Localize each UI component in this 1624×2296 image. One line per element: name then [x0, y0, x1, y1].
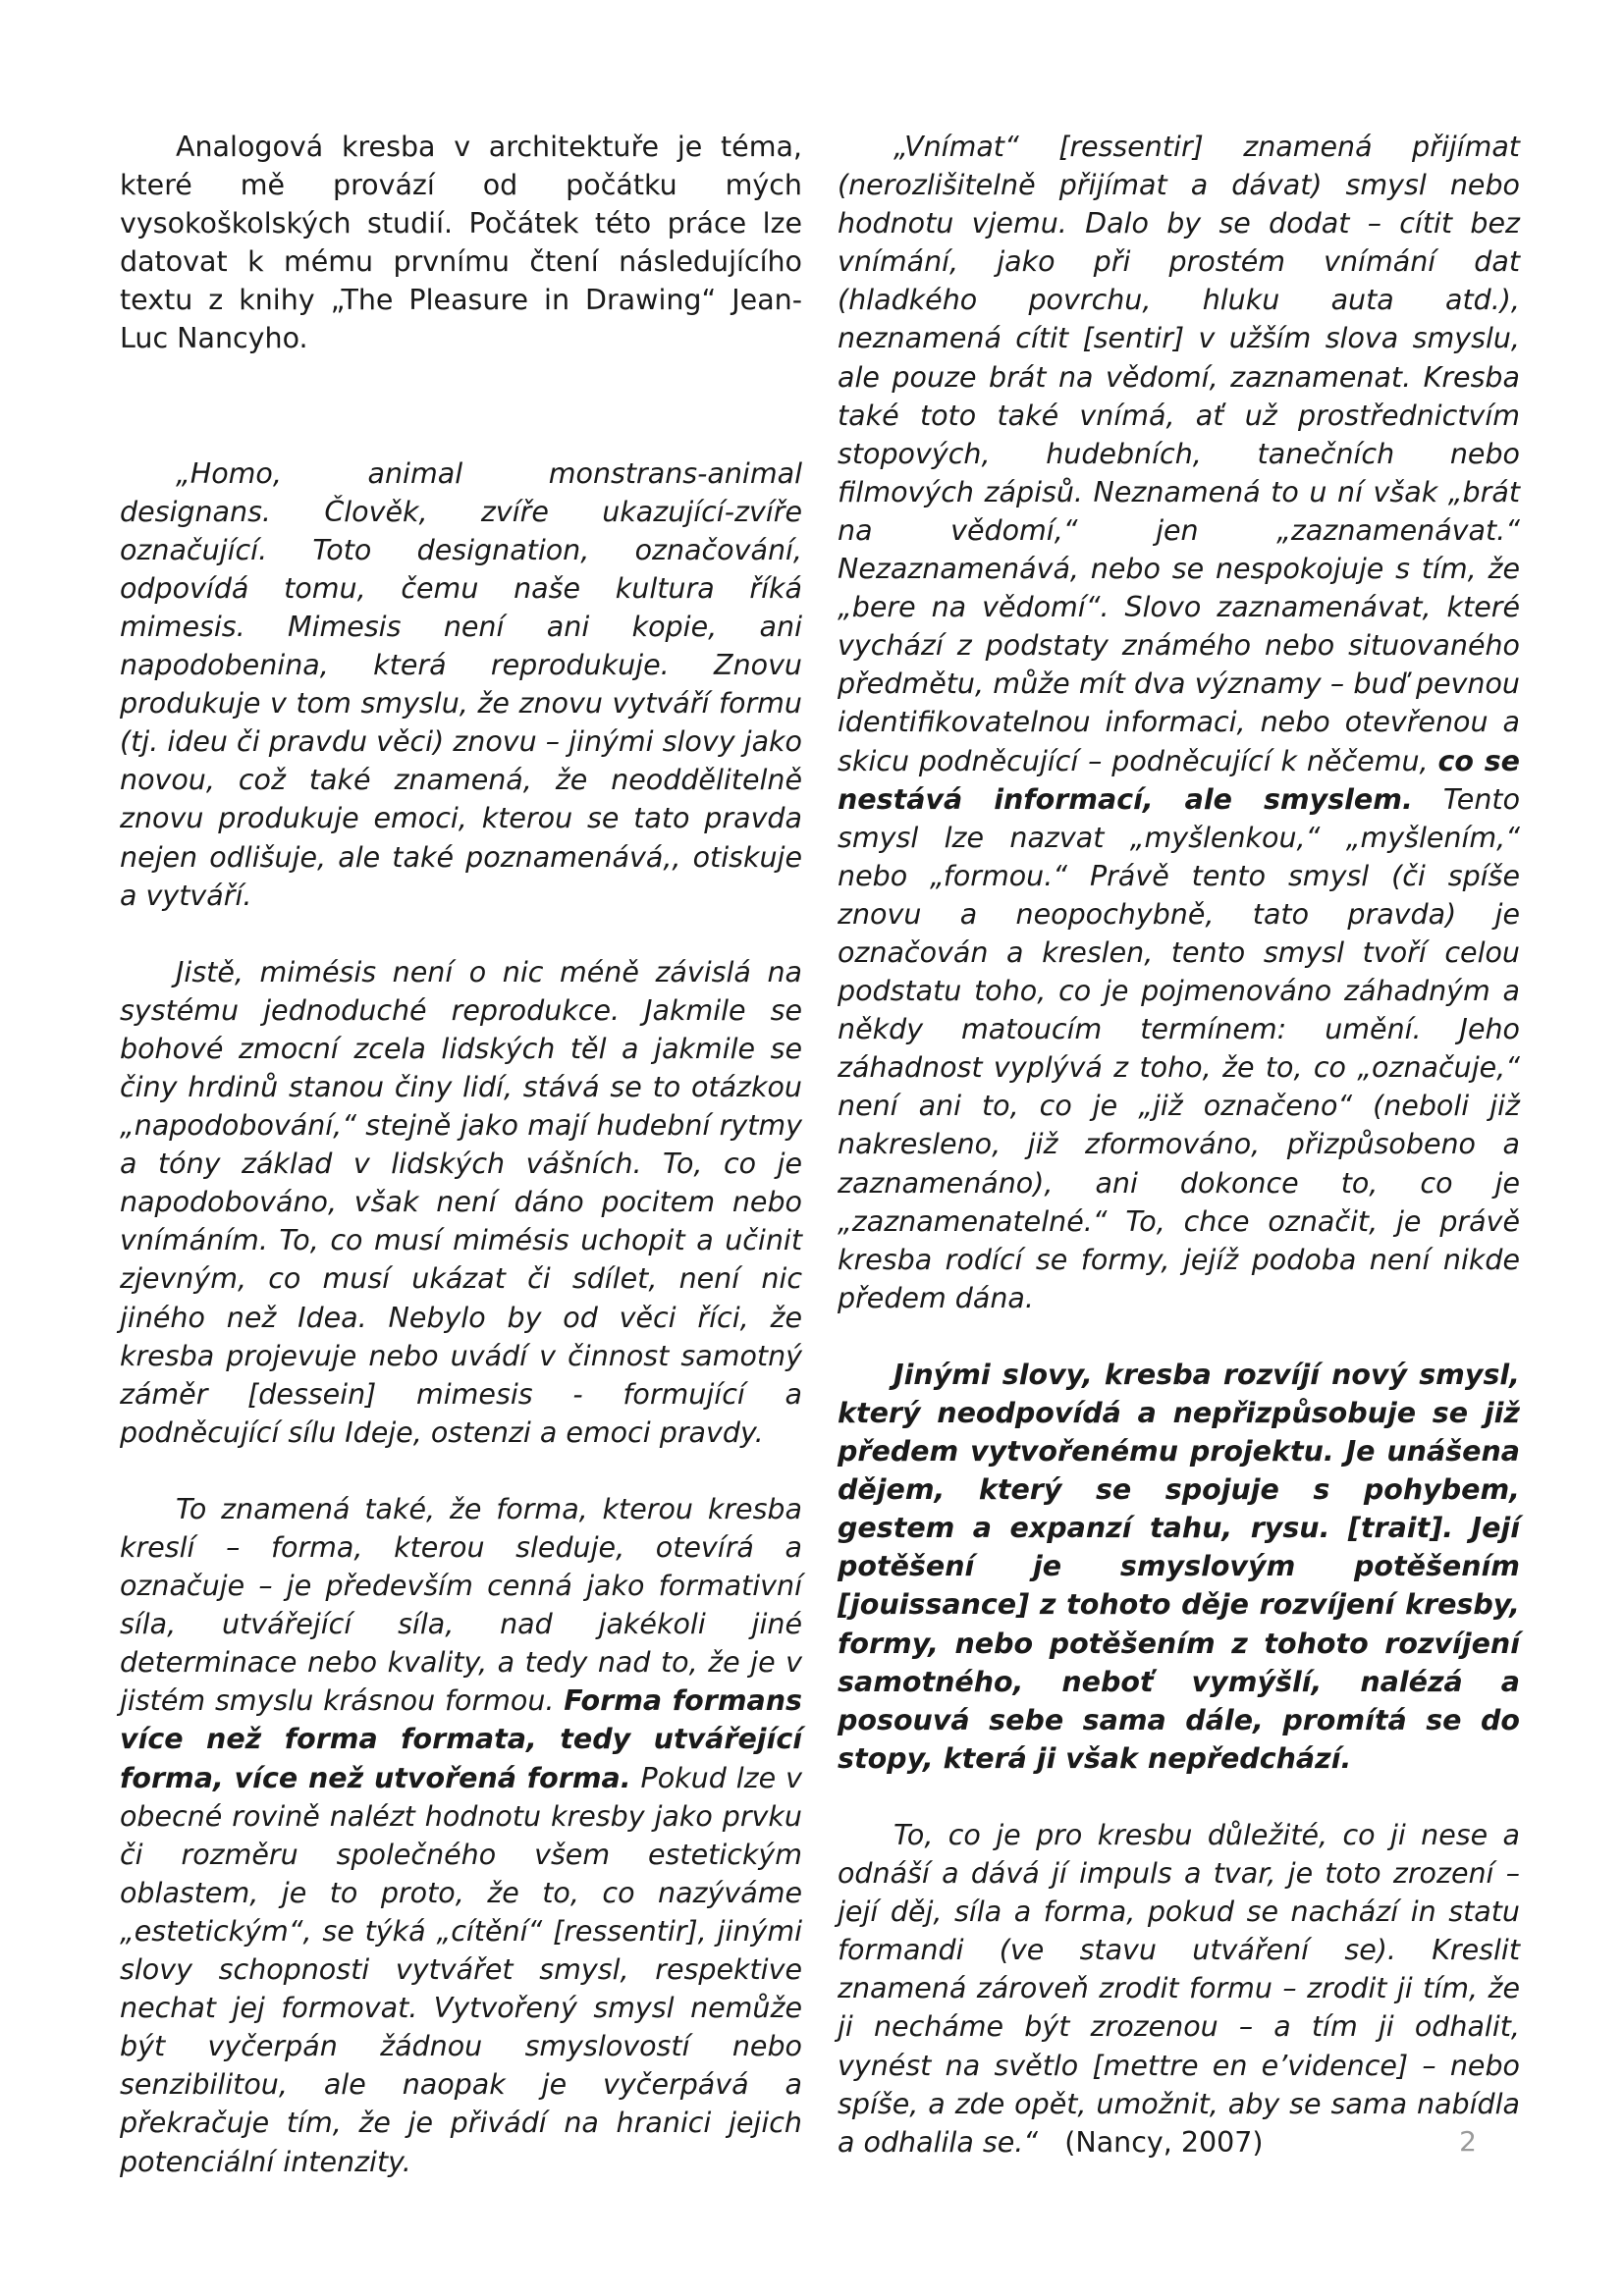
forma-formans-emphasis: Forma formans více než forma formata, tedy utvářející forma, více než utvořená forma.	[120, 1684, 802, 1794]
smysl-emphasis: co se nestává informací, ale smyslem.	[838, 744, 1520, 816]
quote-paragraph-4-part-a: „Vnímat“ [ressentir] znamená přijímat (nerozlišitelně přijímat a dávat) smysl nebo hodnotu vjemu. Dalo by se dodat – cítit bez vnímání, jako při prostém vnímání dat (hladkého povrchu, hluku auta atd.), neznamená cítit [sentir] v užším slova smyslu, ale pouze brát na vědomí, zaznamenat. Kresba také toto také vnímá, ať už prostřednictvím stopových, hudebních, tanečních nebo filmových zápisů. Neznamená to u ní však „brát na vědomí,“ jen „zaznamenávat.“ Nezaznamenává, nebo se nespokojuje s tím, že „bere na vědomí“. Slovo zaznamenávat, které vychází z podstaty známého nebo situovaného předmětu, může mít dva významy – buď pevnou identifikovatelnou informaci, nebo otevřenou a skicu podněcující – podněcující k něčemu,	[838, 131, 1520, 777]
quote-paragraph-6	[838, 1816, 1520, 2162]
quote-paragraph-2: Jistě, mimésis není o nic méně závislá na systému jednoduché reprodukce. Jakmile se bohové zmocní zcela lidských těl a jakmile se činy hrdinů stanou činy lidí, stává se to otázkou „napodobování,“ stejně jako mají hudební rytmy a tóny základ v lidských vášních. To, co je napodobováno, však není dáno pocitem nebo vnímáním. To, co musí mimésis uchopit a učinit zjevným, co musí ukázat či sdílet, není nic jiného než Idea. Nebylo by od věci říci, že kresba projevuje nebo uvádí v činnost samotný záměr [dessein] mimesis - formující a podněcující sílu Ideje, ostenzi a emoci pravdy.	[120, 955, 802, 1449]
quote-paragraph-3	[120, 1490, 802, 2181]
quote-paragraph-4	[838, 128, 1520, 1317]
quote-paragraph-4-part-c: Tento smysl lze nazvat „myšlenkou,“ „myšlením,“ nebo „formou.“ Právě tento smysl (či spíše znovu a neopochybně, tato pravda) je označován a kreslen, tento smysl tvoří celou podstatu toho, co je pojmenováno záhadným a někdy matoucím termínem: umění. Jeho záhadnost vyplývá z toho, že to, co „označuje,“ není ani to, co je „již označeno“ (neboli již nakresleno, již zformováno, přizpůsobeno a zaznamenáno), ani dokonce to, co je „zaznamenatelné.“ To, chce označit, je právě kresba rodící se formy, jejíž podoba není nikde předem dána.	[838, 782, 1521, 1314]
quote-paragraph-5-bold	[838, 1356, 1520, 1778]
bold-quote-text: Jinými slovy, kresba rozvíjí nový smysl, který neodpovídá a nepřizpůsobuje se již předem vytvořenému projektu. Je unášena dějem, který se spojuje s pohybem, gestem a expanzí tahu, rysu. [trait]. Její potěšení je smyslovým potěšením [jouissance] z tohoto děje rozvíjení kresby, formy, nebo potěšením z tohoto rozvíjení samotného, neboť vymýšlí, nalézá a posouvá sebe sama dále, promítá se do stopy, která ji však nepředchází.	[838, 1358, 1520, 1775]
left-column	[120, 128, 802, 2181]
citation: (Nancy, 2007)	[1064, 2125, 1264, 2159]
quote-paragraph-1: „Homo, animal monstrans-animal designans. Člověk, zvíře ukazující-zvíře označující. Toto designation, označování, odpovídá tomu, čemu naše kultura říká mimesis. Mimesis není ani kopie, ani napodobenina, která reprodukuje. Znovu produkuje v tom smyslu, že znovu vytváří formu (tj. ideu či pravdu věci) znovu – jinými slovy jako novou, což také znamená, že neoddělitelně znovu produkuje emoci, kterou se tato pravda nejen odlišuje, ale také poznamenává,, otiskuje a vytváří.	[120, 456, 802, 912]
right-column	[838, 128, 1520, 2162]
quote-paragraph-6-text: To, co je pro kresbu důležité, co ji nese a odnáší a dává jí impuls a tvar, je toto zrození – její děj, síla a forma, pokud se nachází in statu formandi (ve stavu utváření se). Kreslit znamená zároveň zrodit formu – zrodit ji tím, že ji necháme být zrozenou – a tím ji odhalit, vynést na světlo [mettre en e’vidence] – nebo spíše, a zde opět, umožnit, aby se sama nabídla a odhalila se.“	[838, 1818, 1520, 2159]
intro-paragraph: Analogová kresba v architektuře je téma, které mě provází od počátku mých vysokoškolských studií. Počátek této práce lze datovat k mému prvnímu čtení následujícího textu z knihy „The Pleasure in Drawing“ Jean-Luc Nancyho.	[120, 131, 802, 355]
quote-paragraph-3-part-c: Pokud lze v obecné rovině nalézt hodnotu kresby jako prvku či rozměru společného všem estetickým oblastem, je to proto, že to, co nazýváme „estetickým“, se týká „cítění“ [ressentir], jinými slovy schopnosti vytvářet smysl, respektive nechat jej formovat. Vytvořený smysl nemůže být vyčerpán žádnou smyslovostí nebo senzibilitou, ale naopak je vyčerpává a překračuje tím, že je přivádí na hranici jejich potenciální intenzity.	[120, 1761, 802, 2178]
quote-paragraph-3-part-a: To znamená také, že forma, kterou kresba kreslí – forma, kterou sleduje, otevírá a označuje – je především cenná jako formativní síla, utvářející síla, nad jakékoli jiné determinace nebo kvality, a tedy nad to, že je v jistém smyslu krásnou formou.	[120, 1492, 802, 1718]
page-number: 2	[1459, 2125, 1477, 2158]
